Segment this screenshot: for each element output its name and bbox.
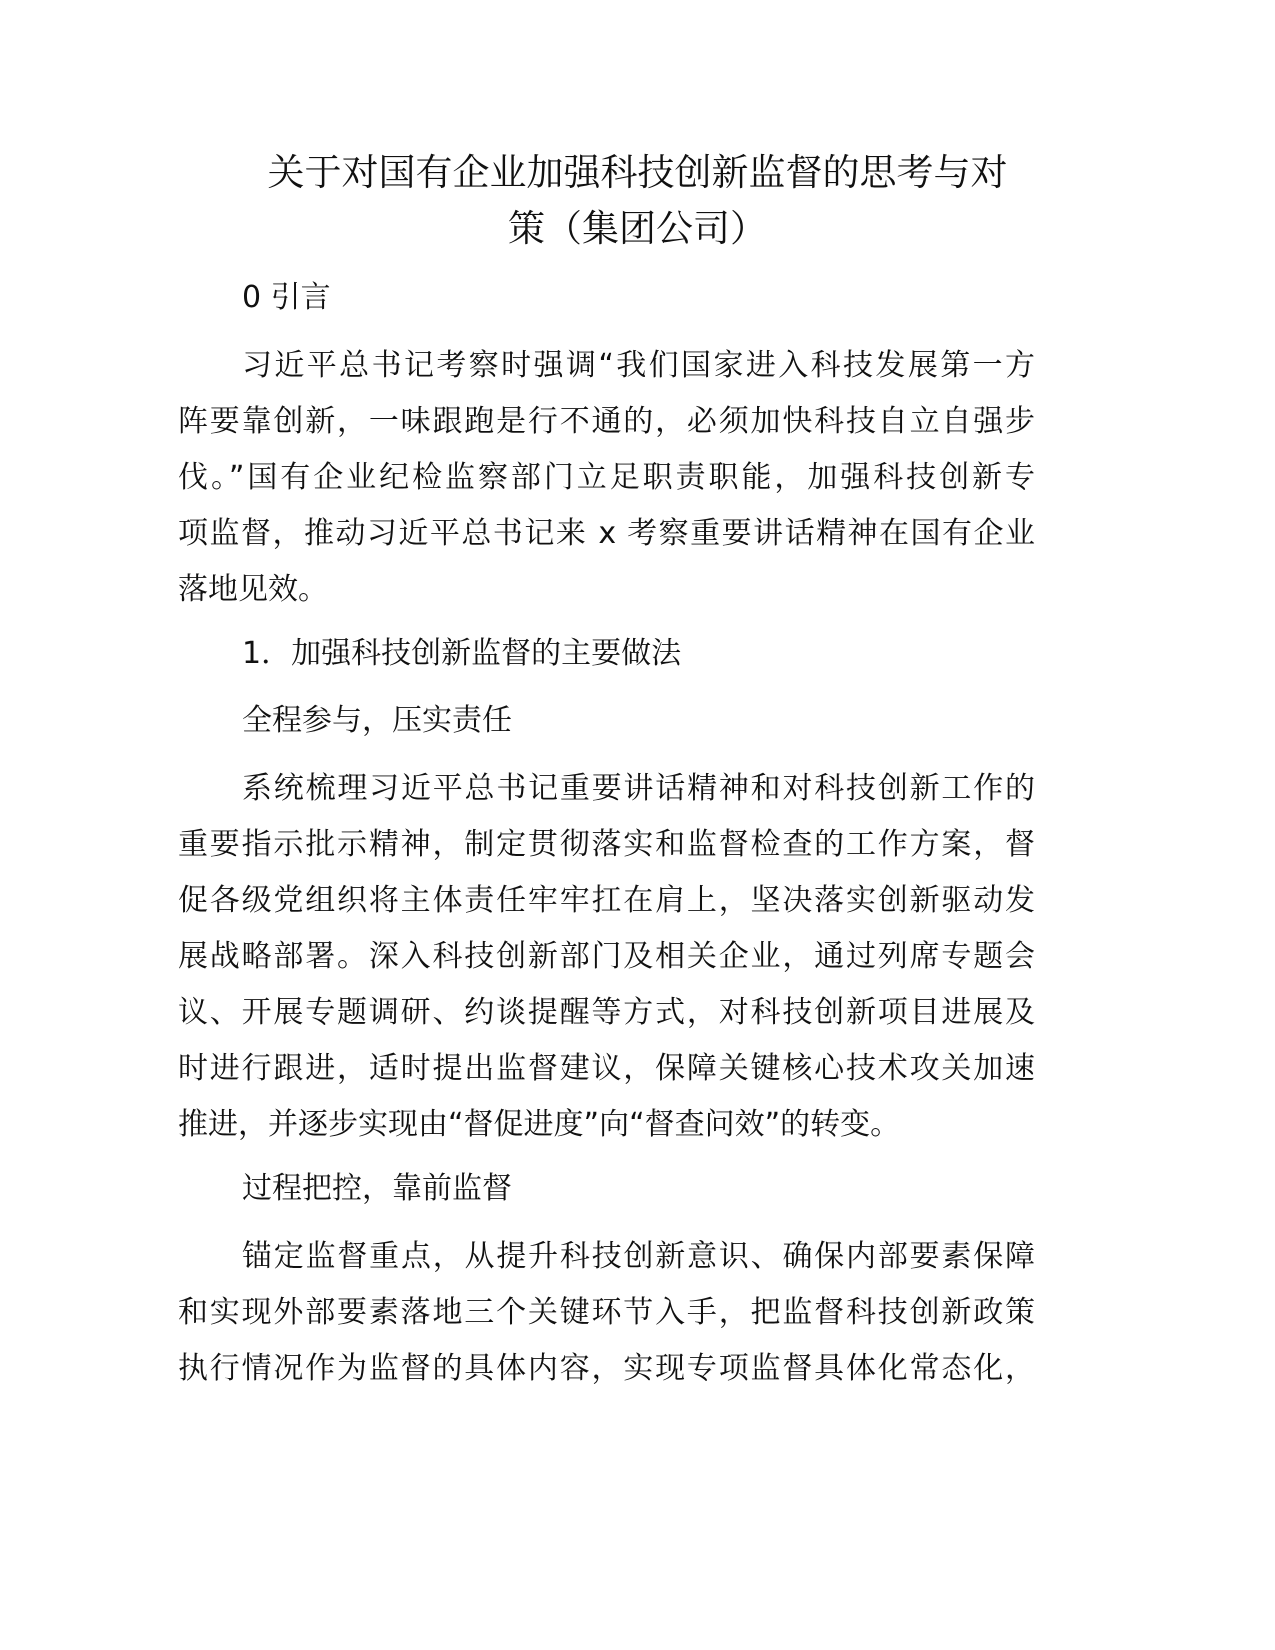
paragraph-line: 阵要靠创新，一味跟跑是行不通的，必须加快科技自立自强步: [178, 404, 1035, 439]
paragraph-line: 时进行跟进，适时提出监督建议，保障关键核心技术攻关加速: [178, 1051, 1035, 1086]
paragraph-line: 和实现外部要素落地三个关键环节入手，把监督科技创新政策: [178, 1295, 1035, 1330]
section-heading-intro: 0 引言: [242, 280, 331, 315]
subheading-1: 全程参与，压实责任: [242, 703, 512, 738]
paragraph-line: 执行情况作为监督的具体内容，实现专项监督具体化常态化，: [178, 1351, 1035, 1386]
paragraph-line: 推进，并逐步实现由“督促进度”向“督查问效”的转变。: [178, 1107, 901, 1142]
document-title-line-1: 关于对国有企业加强科技创新监督的思考与对: [267, 151, 1008, 194]
paragraph-line: 系统梳理习近平总书记重要讲话精神和对科技创新工作的: [242, 771, 1035, 806]
document-title-line-2: 策（集团公司）: [508, 207, 767, 250]
paragraph-line: 重要指示批示精神，制定贯彻落实和监督检查的工作方案，督: [178, 827, 1035, 862]
section-heading-1: 1．加强科技创新监督的主要做法: [242, 636, 682, 671]
paragraph-line: 落地见效。: [178, 572, 328, 607]
paragraph-line: 促各级党组织将主体责任牢牢扛在肩上，坚决落实创新驱动发: [178, 883, 1035, 918]
paragraph-line: 展战略部署。深入科技创新部门及相关企业，通过列席专题会: [178, 939, 1035, 974]
paragraph-line: 项监督，推动习近平总书记来 x 考察重要讲话精神在国有企业: [178, 516, 1035, 551]
paragraph-line: 议、开展专题调研、约谈提醒等方式，对科技创新项目进展及: [178, 995, 1035, 1030]
subheading-2: 过程把控，靠前监督: [242, 1171, 512, 1206]
paragraph-line: 伐。”国有企业纪检监察部门立足职责职能，加强科技创新专: [178, 460, 1035, 495]
paragraph-line: 锚定监督重点，从提升科技创新意识、确保内部要素保障: [242, 1239, 1035, 1274]
paragraph-line: 习近平总书记考察时强调“我们国家进入科技发展第一方: [242, 348, 1035, 383]
